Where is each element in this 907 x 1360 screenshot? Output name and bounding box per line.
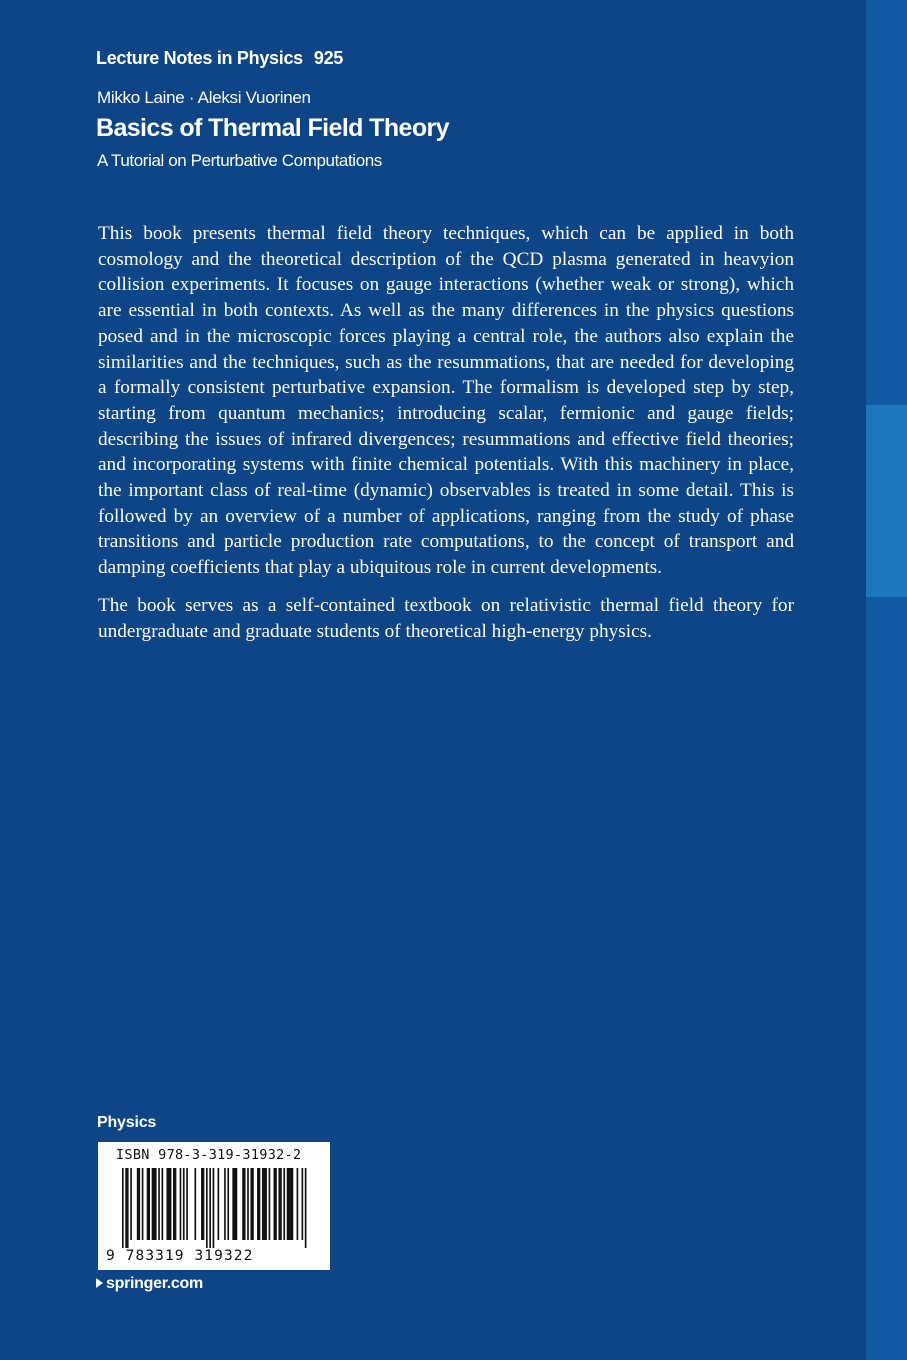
publisher-link[interactable] bbox=[96, 1275, 203, 1293]
barcode-digits: 9 783319 319322 bbox=[106, 1248, 254, 1264]
description-paragraph-2: The book serves as a self-contained textbook on relativistic thermal field theory for undergraduate and graduate students of theoretical high-energy physics. bbox=[98, 594, 794, 642]
barcode-bar bbox=[183, 1168, 185, 1240]
barcode-bar bbox=[147, 1168, 150, 1240]
barcode-bar bbox=[269, 1168, 271, 1240]
barcode-bar bbox=[213, 1168, 215, 1248]
barcode-bar bbox=[302, 1168, 304, 1240]
barcode-bar bbox=[180, 1168, 182, 1240]
barcode-bar bbox=[250, 1168, 253, 1240]
barcode-bar bbox=[218, 1168, 220, 1240]
barcode-bar bbox=[186, 1168, 188, 1240]
barcode-bar bbox=[278, 1168, 281, 1240]
barcode-bar bbox=[305, 1168, 307, 1248]
book-authors: Mikko Laine · Aleksi Vuorinen bbox=[97, 88, 311, 107]
isbn-barcode bbox=[98, 1142, 330, 1270]
barcode-bar bbox=[201, 1168, 204, 1240]
barcode-bar bbox=[162, 1168, 164, 1240]
series-name: Lecture Notes in Physics bbox=[96, 48, 303, 68]
spine-edge-lower bbox=[866, 597, 907, 1360]
barcode-bar bbox=[194, 1168, 196, 1240]
barcode-bar bbox=[283, 1168, 285, 1240]
series-line bbox=[96, 48, 343, 69]
barcode-bar bbox=[274, 1168, 277, 1240]
subject-label: Physics bbox=[97, 1114, 157, 1131]
barcode-bar bbox=[130, 1168, 132, 1240]
barcode-bar bbox=[224, 1168, 226, 1240]
series-volume: 925 bbox=[313, 48, 344, 68]
barcode-bar bbox=[242, 1168, 245, 1240]
barcode-bar bbox=[297, 1168, 299, 1240]
barcode-graphic bbox=[122, 1168, 318, 1248]
spine-edge-upper bbox=[866, 0, 907, 405]
barcode-bar bbox=[158, 1168, 160, 1240]
barcode-bar bbox=[173, 1168, 176, 1240]
description-paragraph-1: This book presents thermal field theory techniques, which can be applied in both cosmology and the theoretical description of the QCD plasma generated in heavyion collision experiments. It focuses on gauge interactions (whether weak or strong), which are essential in both contexts. As well as the many differences in the physics questions posed and in the microscopic forces playing a central role, the authors also explain the similarities and the techniques, such as the resummations, that are needed for developing a formally consistent perturbative expansion. The formalism is developed step by step, starting from quantum mechanics; introducing scalar, fermionic and gauge fields; describing the issues of infrared divergences; resummations and effective field theories; and incorporating systems with finite chemical potentials. With this machinery in place, the important class of real-time (dynamic) observables is treated in some detail. This is followed by an overview of a number of applications, ranging from the study of phase transitions and particle production rate computations, to the concept of transport and damping coefficients that play a ubiquitous role in current developments. bbox=[98, 223, 794, 579]
barcode-bar bbox=[137, 1168, 140, 1240]
book-subtitle: A Tutorial on Perturbative Computations bbox=[97, 151, 382, 170]
barcode-bar bbox=[232, 1168, 237, 1240]
barcode-bar bbox=[206, 1168, 208, 1248]
barcode-bar bbox=[122, 1168, 124, 1248]
spine-edge-strip bbox=[866, 0, 907, 1360]
book-title: Basics of Thermal Field Theory bbox=[96, 114, 449, 142]
spine-edge-accent bbox=[866, 405, 907, 597]
barcode-bar bbox=[287, 1168, 294, 1240]
barcode-bars bbox=[122, 1168, 318, 1248]
barcode-bar bbox=[142, 1168, 144, 1240]
barcode-bar bbox=[152, 1168, 157, 1240]
publisher-url: springer.com bbox=[106, 1275, 203, 1292]
barcode-bar bbox=[125, 1168, 128, 1248]
barcode-bar bbox=[209, 1168, 211, 1248]
arrow-right-icon bbox=[96, 1278, 103, 1288]
isbn-label: ISBN 978-3-319-31932-2 bbox=[116, 1147, 302, 1163]
barcode-bar bbox=[247, 1168, 249, 1240]
barcode-bar bbox=[257, 1168, 260, 1240]
book-description bbox=[98, 221, 794, 644]
barcode-bar bbox=[262, 1168, 267, 1240]
barcode-bar bbox=[166, 1168, 171, 1240]
barcode-bar bbox=[227, 1168, 229, 1240]
